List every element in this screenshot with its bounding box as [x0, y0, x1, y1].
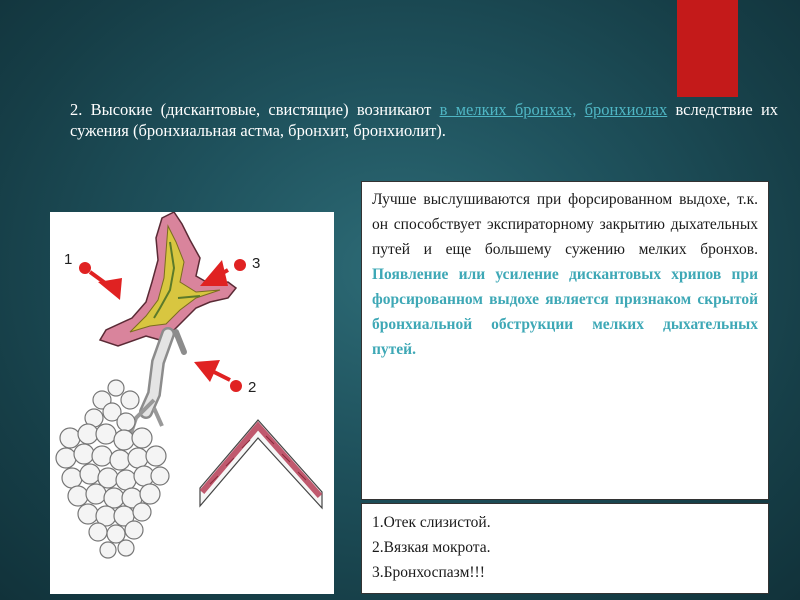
heading-text: 2. Высокие (дискантовые, свистящие) возникают: [70, 100, 440, 119]
label-2: 2: [248, 379, 257, 396]
small-bronchi-link[interactable]: в мелких бронхах,: [439, 100, 577, 119]
info-highlight: Появление или усиление дискантовых хрипов при форсированном выдохе является признаком скрытой бронхиальной обструкции мелких дыхательных путей.: [372, 266, 758, 358]
causes-list: [361, 503, 769, 594]
bronchi-illustration: [50, 212, 334, 594]
label-3: 3: [252, 255, 261, 272]
slide-heading: [70, 99, 778, 141]
red-accent-tab: [677, 0, 738, 97]
bronchioles-link[interactable]: бронхиолах: [584, 100, 668, 119]
heading-text-end: вследствие их сужения (бронхиальная астма, бронхит, бронхиолит).: [70, 100, 779, 140]
list-item: 3.Бронхоспазм!!!: [372, 564, 485, 581]
info-text: Лучше выслушиваются при форсированном выдохе, т.к. он способствует экспираторному закрытию дыхательных путей и еще большему сужению мелких бронхов.: [372, 191, 758, 258]
list-item: 1.Отек слизистой.: [372, 514, 491, 531]
info-text-box: [361, 181, 769, 500]
label-1: 1: [64, 251, 73, 268]
list-item: 2.Вязкая мокрота.: [372, 539, 491, 556]
wall-section-drawing: [200, 420, 322, 508]
